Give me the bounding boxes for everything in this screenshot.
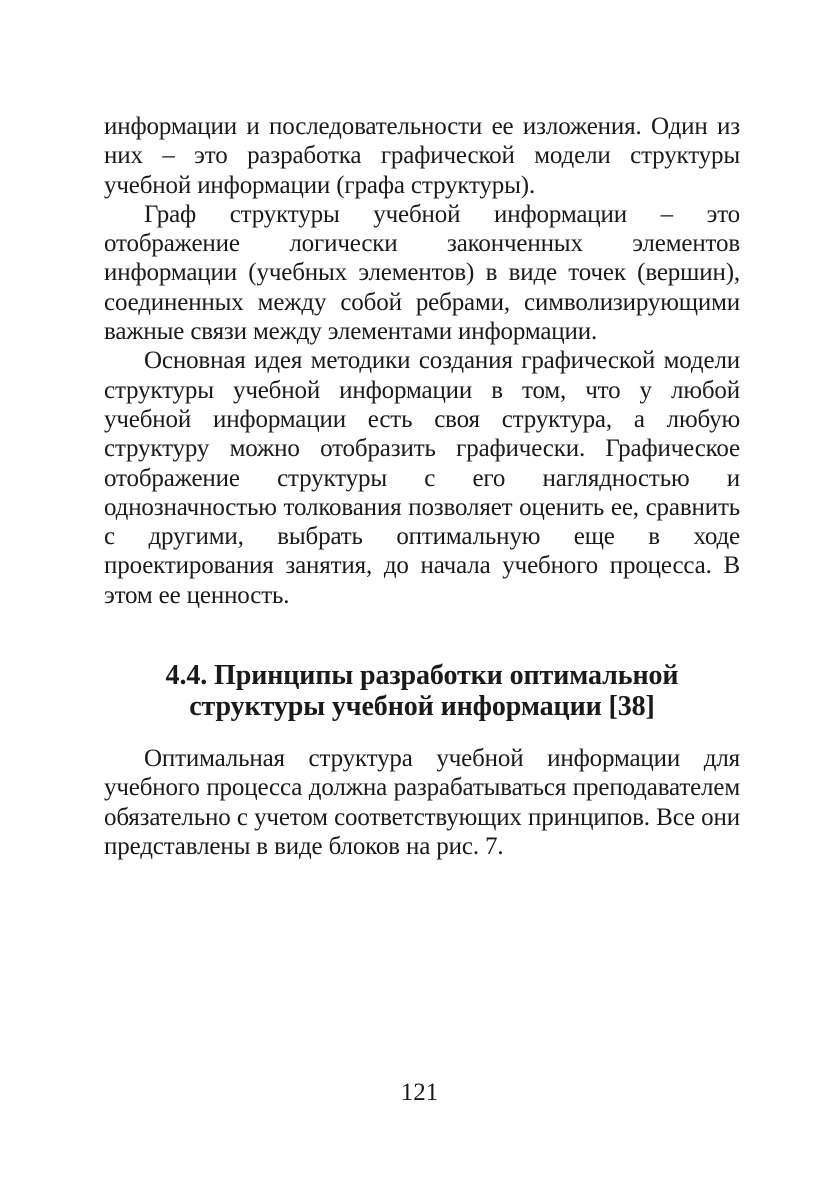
section-heading-line-2: структуры учебной информации [38]: [189, 691, 655, 723]
paragraph-optimal-structure: Оптимальная структура учебной информации для учебного процесса должна разрабатываться преподавателем обязательно с учетом соответствующих принципов. Все они представлены в виде блоков на рис. 7.: [104, 745, 740, 860]
paragraph-continuation: информации и последовательности ее изложения. Один из них – это разработка графической модели структуры учебной информации (графа структуры).: [104, 113, 740, 199]
section-heading-line-1: 4.4. Принципы разработки оптимальной: [165, 660, 679, 692]
section-heading: [104, 660, 740, 722]
page-body: [104, 112, 740, 861]
paragraph-graph-definition: Граф структуры учебной информации – это отображение логически законченных элементов информации (учебных элементов) в виде точек (вершин), соединенных между собой ребрами, символизирующими важные связи между элементами информации.: [104, 200, 740, 346]
paragraph-main-idea: Основная идея методики создания графической модели структуры учебной информации в том, что у любой учебной информации есть своя структура, а любую структуру можно отобразить графически. Графическое отображение структуры с его наглядностью и однозначностью толкования позволяет оценить ее, сравнить с другими, выбрать оптимальную еще в ходе проектирования занятия, до начала учебного процесса. В этом ее ценность.: [104, 347, 740, 609]
page-number: 121: [400, 1079, 439, 1106]
